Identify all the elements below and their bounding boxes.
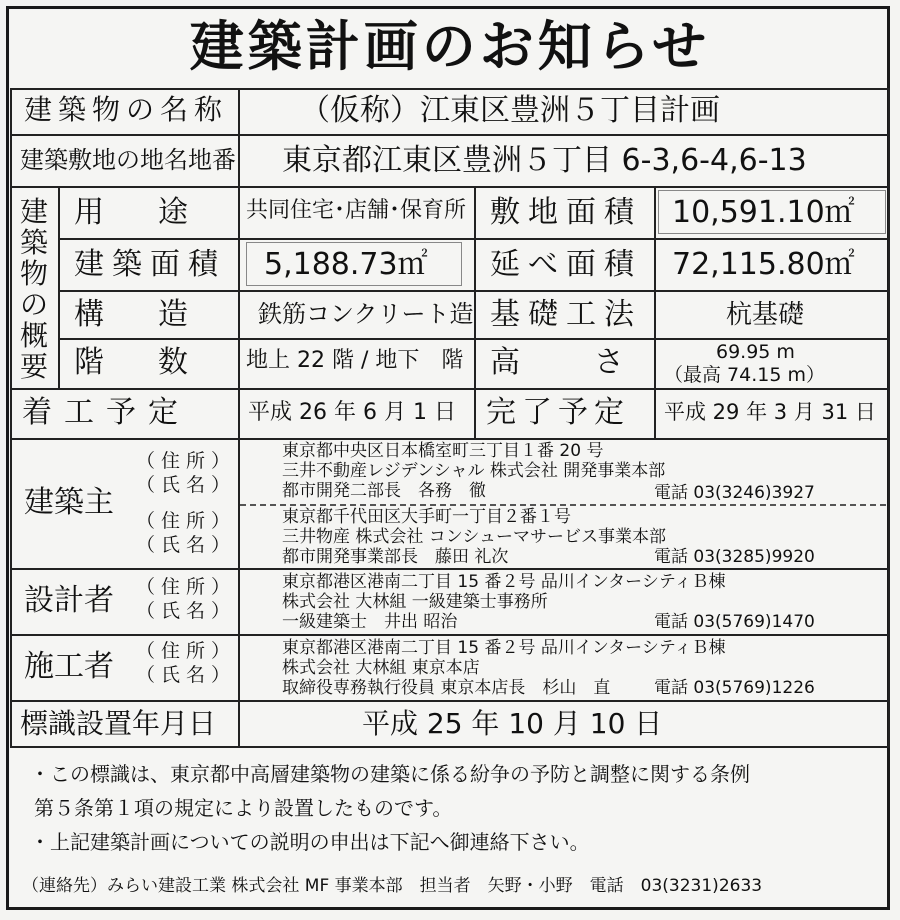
floors-label: 階 数 — [74, 345, 200, 380]
site-area-value: 10,591.10㎡ — [672, 195, 855, 230]
owner-2-phone: 電話 03(3285)9920 — [654, 547, 815, 567]
designer-person: 一級建築士 井出 昭治 — [282, 612, 458, 632]
contractor-person: 取締役専務執行役員 東京本店長 杉山 直 — [282, 678, 611, 698]
start-value: 平成 26 年 6 月 1 日 — [248, 400, 456, 425]
row-divider — [10, 388, 890, 390]
building-area-value: 5,188.73㎡ — [264, 247, 428, 282]
overview-group-label: 建築物の概要 — [19, 195, 48, 383]
structure-label: 構 造 — [74, 297, 200, 332]
contractor-company: 株式会社 大林組 東京本店 — [282, 658, 480, 678]
foundation-label: 基礎工法 — [490, 297, 642, 332]
contractor-label: 施工者 — [24, 649, 114, 684]
end-label: 完了予定 — [486, 395, 630, 430]
use-label: 用 途 — [74, 195, 200, 230]
end-value: 平成 29 年 3 月 31 日 — [664, 400, 876, 424]
height-value: 69.95 m — [716, 341, 795, 363]
row-divider — [10, 438, 890, 440]
posted-label: 標識設置年月日 — [20, 707, 217, 740]
use-value: 共同住宅･店舗･保育所 — [246, 198, 467, 223]
owner-address-label-2: （住所） — [136, 510, 237, 532]
structure-value: 鉄筋コンクリート造 — [258, 300, 474, 328]
floor-area-value: 72,115.80㎡ — [672, 247, 855, 282]
note-line-1: ・この標識は、東京都中高層建築物の建築に係る紛争の予防と調整に関する条例 — [30, 762, 750, 786]
designer-address-label: （住所） — [136, 576, 237, 598]
site-area-label: 敷地面積 — [490, 195, 642, 230]
owner-1-address: 東京都中央区日本橋室町三丁目１番 20 号 — [282, 441, 604, 461]
owner-label: 建築主 — [24, 485, 114, 520]
site-address-label: 建築敷地の地名地番 — [20, 146, 236, 174]
col-divider — [474, 186, 476, 438]
row-divider — [10, 634, 890, 636]
contact-line: （連絡先）みらい建設工業 株式会社 MF 事業本部 担当者 矢野・小野 電話 03(3231)2633 — [22, 876, 763, 896]
start-label: 着工予定 — [22, 395, 190, 430]
note-line-2: 第５条第１項の規定により設置したものです。 — [34, 796, 453, 820]
contractor-address-label: （住所） — [136, 640, 237, 662]
owner-divider — [240, 504, 886, 506]
owner-2-address: 東京都千代田区大手町一丁目２番１号 — [282, 507, 571, 527]
note-line-3: ・上記建築計画についての説明の申出は下記へ御連絡下さい。 — [30, 830, 590, 854]
col-divider — [58, 186, 60, 388]
contractor-address: 東京都港区港南二丁目 15 番２号 品川インターシティＢ棟 — [282, 638, 726, 658]
owner-2-person: 都市開発事業部長 藤田 礼次 — [282, 547, 509, 567]
row-divider — [10, 134, 890, 136]
row-divider — [10, 568, 890, 570]
owner-name-label-2: （氏名） — [136, 534, 237, 556]
height-label: 高 さ — [490, 345, 646, 380]
floors-value: 地上 22 階 / 地下 階 — [246, 348, 464, 373]
owner-2-company: 三井物産 株式会社 コンシューマサービス事業本部 — [282, 527, 667, 547]
building-name-value: （仮称）江東区豊洲５丁目計画 — [300, 93, 720, 128]
designer-label: 設計者 — [24, 583, 114, 618]
owner-1-phone: 電話 03(3246)3927 — [654, 483, 815, 503]
site-address-value: 東京都江東区豊洲５丁目 6-3,6-4,6-13 — [282, 143, 807, 178]
floor-area-label: 延べ面積 — [490, 247, 642, 282]
row-divider — [10, 186, 890, 188]
designer-name-label: （氏名） — [136, 600, 237, 622]
col-divider — [238, 88, 240, 748]
height-max: （最高 74.15 m） — [664, 364, 825, 386]
foundation-value: 杭基礎 — [726, 300, 805, 330]
designer-address: 東京都港区港南二丁目 15 番２号 品川インターシティＢ棟 — [282, 572, 726, 592]
designer-company: 株式会社 大林組 一級建築士事務所 — [282, 592, 548, 612]
designer-phone: 電話 03(5769)1470 — [654, 612, 815, 632]
page-title: 建築計画のお知らせ — [189, 15, 711, 78]
owner-address-label-1: （住所） — [136, 450, 237, 472]
owner-name-label-1: （氏名） — [136, 474, 237, 496]
owner-1-company: 三井不動産レジデンシャル 株式会社 開発事業本部 — [282, 461, 666, 481]
owner-1-person: 都市開発二部長 各務 徹 — [282, 481, 486, 501]
building-name-label: 建築物の名称 — [24, 93, 229, 126]
contractor-phone: 電話 03(5769)1226 — [654, 678, 815, 698]
contractor-name-label: （氏名） — [136, 664, 237, 686]
posted-value: 平成 25 年 10 月 10 日 — [362, 707, 663, 740]
row-divider — [10, 700, 890, 702]
building-area-label: 建築面積 — [74, 247, 226, 282]
col-divider — [654, 186, 656, 438]
